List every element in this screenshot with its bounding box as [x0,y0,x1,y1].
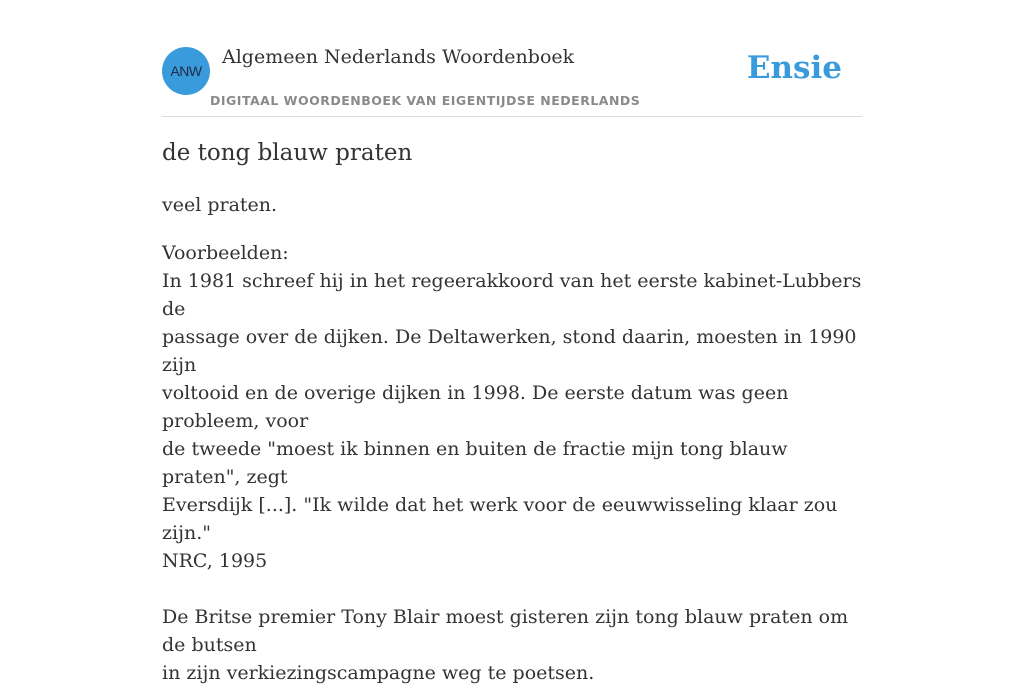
logo-text: ANW [170,63,202,79]
ensie-brand-logo[interactable]: Ensie [746,50,842,86]
main-content [162,0,862,684]
examples-section [162,239,862,687]
example-line: voltooid en de overige dijken in 1998. De eerste datum was geen probleem, voor [162,382,789,432]
example-line: de tweede "moest ik binnen en buiten de fractie mijn tong blauw praten", zegt [162,438,788,488]
entry-definition: veel praten. [162,194,278,216]
entry-headword: de tong blauw praten [162,140,413,166]
example-spacer [162,575,862,603]
example-line: passage over de dijken. De Deltawerken, stond daarin, moesten in 1990 zijn [162,326,857,376]
example-line: De Britse premier Tony Blair moest gisteren zijn tong blauw praten om de butsen [162,606,849,656]
site-title[interactable]: Algemeen Nederlands Woordenboek [222,46,575,68]
site-subtitle: DIGITAAL WOORDENBOEK VAN EIGENTIJDSE NEDERLANDS [210,93,641,108]
example-line: In 1981 schreef hij in het regeerakkoord van het eerste kabinet-Lubbers de [162,270,862,320]
anw-logo[interactable] [162,47,210,95]
example-line: in zijn verkiezingscampagne weg te poetsen. [162,662,595,684]
example-source: NRC, 1995 [162,550,268,572]
site-header [162,0,862,117]
example-line: Eversdijk [...]. "Ik wilde dat het werk voor de eeuwwisseling klaar zou zijn." [162,494,838,544]
examples-label: Voorbeelden: [162,242,289,264]
